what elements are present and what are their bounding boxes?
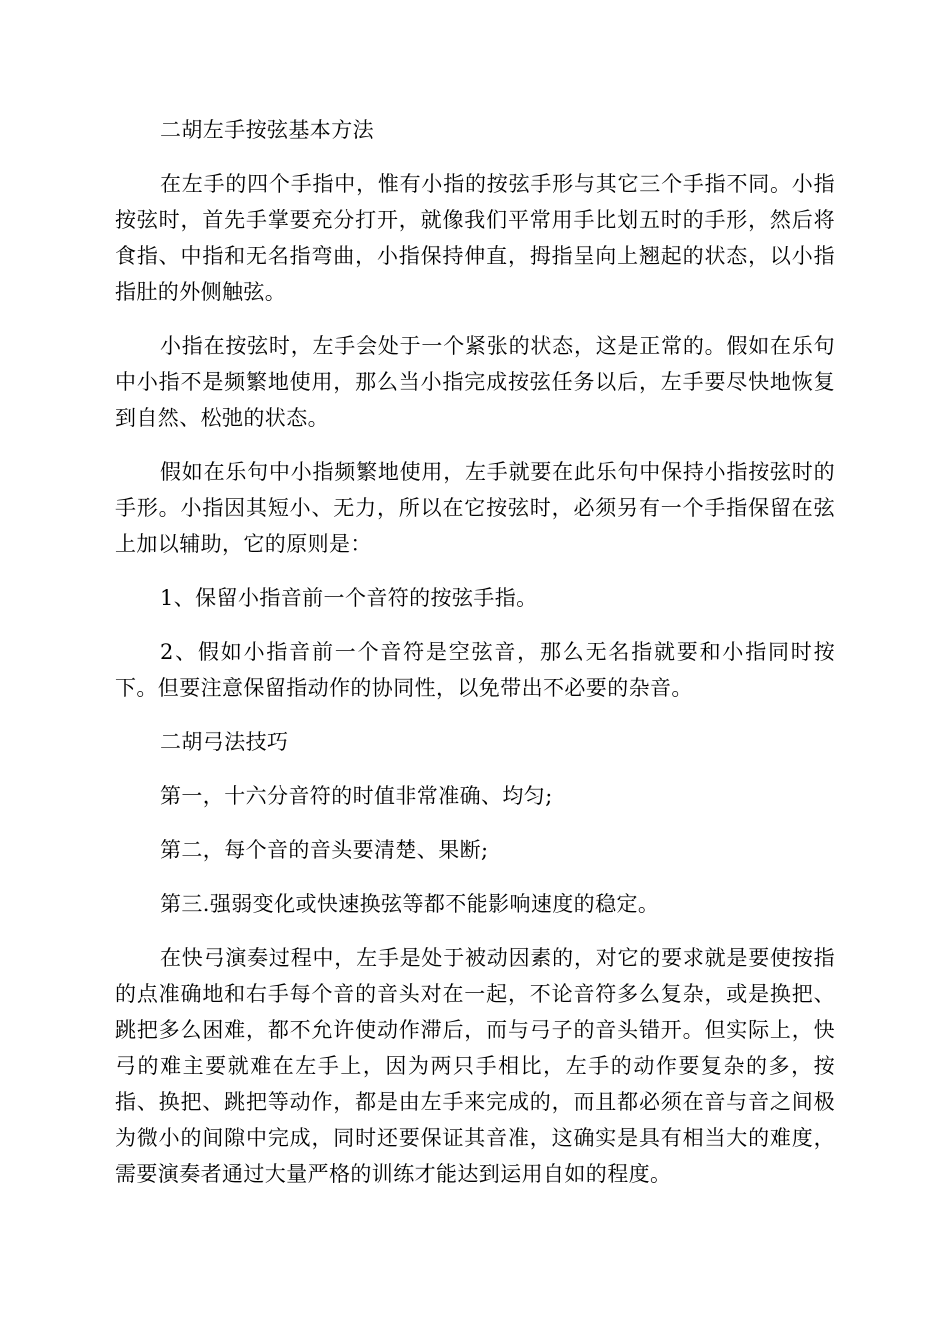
paragraph-little-finger-shape: 在左手的四个手指中，惟有小指的按弦手形与其它三个手指不同。小指按弦时，首先手掌要充分打开，就像我们平常用手比划五时的手形，然后将食指、中指和无名指弯曲，小指保持伸直，拇指呈向上翘起的状态，以小指指肚的外侧触弦。 <box>115 172 835 304</box>
spacer <box>115 868 835 886</box>
list-item-rule-1: 1、保留小指音前一个音符的按弦手指。 <box>160 586 538 610</box>
section-heading-left-hand: 二胡左手按弦基本方法 <box>160 118 374 142</box>
spacer <box>115 922 835 940</box>
list-item-third: 第三.强弱变化或快速换弦等都不能影响速度的稳定。 <box>160 892 660 916</box>
list-item-first: 第一，十六分音符的时值非常准确、均匀; <box>160 784 553 808</box>
list-item-rule-2: 2、假如小指音前一个音符是空弦音，那么无名指就要和小指同时按下。但要注意保留指动作的协同性，以免带出不必要的杂音。 <box>115 640 835 700</box>
spacer <box>115 436 835 454</box>
spacer <box>115 814 835 832</box>
paragraph-fast-bow: 在快弓演奏过程中，左手是处于被动因素的，对它的要求就是要使按指的点准确地和右手每个音的音头对在一起，不论音符多么复杂，或是换把、跳把多么困难，都不允许使动作滞后，而与弓子的音头错开。但实际上，快弓的难主要就难在左手上，因为两只手相比，左手的动作要复杂的多，按指、换把、跳把等动作，都是由左手来完成的，而且都必须在音与音之间极为微小的间隙中完成，同时还要保证其音准，这确实是具有相当大的难度，需要演奏者通过大量严格的训练才能达到运用自如的程度。 <box>115 946 835 1186</box>
document-body <box>115 112 835 1192</box>
spacer <box>115 310 835 328</box>
spacer <box>115 148 835 166</box>
spacer <box>115 760 835 778</box>
spacer <box>115 706 835 724</box>
list-item-second: 第二，每个音的音头要清楚、果断; <box>160 838 489 862</box>
paragraph-frequent-use: 假如在乐句中小指频繁地使用，左手就要在此乐句中保持小指按弦时的手形。小指因其短小、无力，所以在它按弦时，必须另有一个手指保留在弦上加以辅助，它的原则是： <box>115 460 835 556</box>
spacer <box>115 616 835 634</box>
section-heading-bowing: 二胡弓法技巧 <box>160 730 289 754</box>
spacer <box>115 562 835 580</box>
paragraph-little-finger-tension: 小指在按弦时，左手会处于一个紧张的状态，这是正常的。假如在乐句中小指不是频繁地使用，那么当小指完成按弦任务以后，左手要尽快地恢复到自然、松弛的状态。 <box>115 334 835 430</box>
